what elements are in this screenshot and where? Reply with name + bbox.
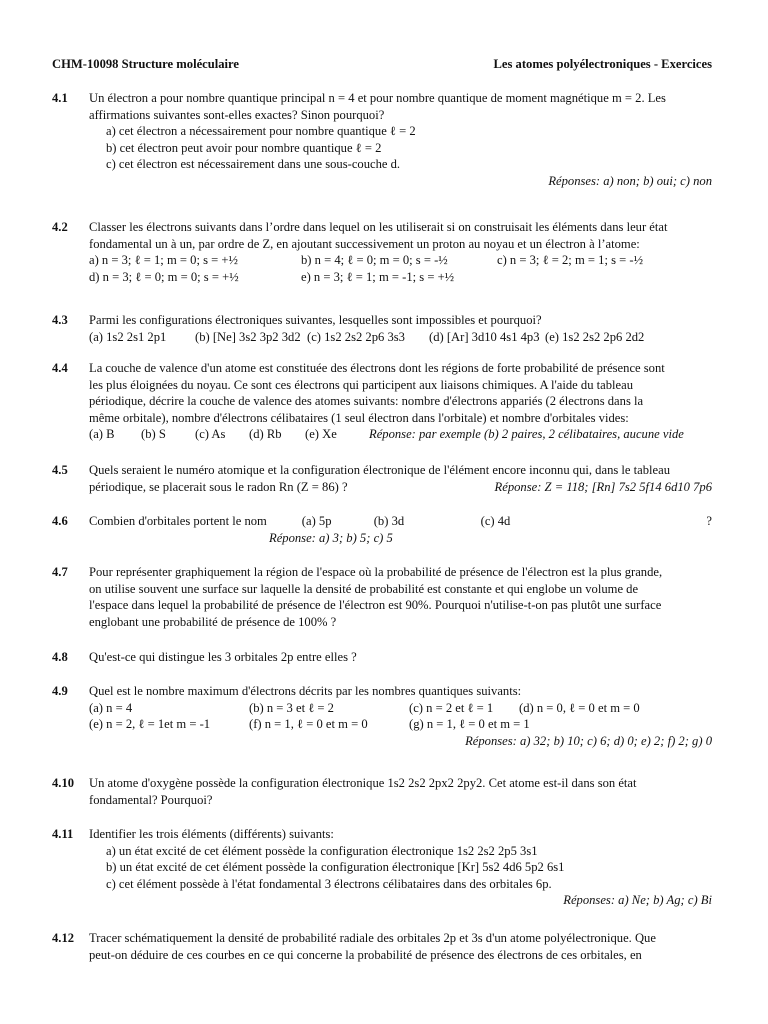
exercise-4-12: [52, 930, 712, 963]
exercise-4-3: [52, 312, 712, 345]
exercise-number: 4.9: [52, 684, 68, 698]
answer-text: Réponses: a) Ne; b) Ag; c) Bi: [563, 893, 712, 908]
exercise-text: Classer les électrons suivants dans l’ordre dans lequel on les utiliserait si on construisait les éléments dans leur état: [89, 220, 668, 234]
question-mark: ?: [706, 514, 712, 528]
atom-options: [89, 426, 712, 443]
exercise-number: 4.4: [52, 361, 68, 375]
exercise-text: on utilise souvent une surface sur laquelle la densité de probabilité est constante et qui englobe un volume de: [89, 581, 639, 596]
quantum-option: (e) n = 2, ℓ = 1et m = -1: [89, 717, 211, 732]
exercise-text: Combien d'orbitales portent le nom: [89, 514, 267, 528]
exercise-text: fondamental? Pourquoi?: [89, 792, 213, 807]
exercise-text: l'espace dans lequel la probabilité de présence de l'électron est 90%. Pourquoi n'utilise-t-on pas plutôt une surface: [89, 598, 662, 613]
exercise-number: 4.8: [52, 650, 68, 664]
exercise-number: 4.12: [52, 931, 75, 945]
quantum-option: (d) n = 0, ℓ = 0 et m = 0: [519, 700, 640, 715]
course-title: CHM-10098 Structure moléculaire: [52, 57, 239, 71]
electron-row: [89, 252, 712, 269]
electron-option: e) n = 3; ℓ = 1; m = -1; s = +½: [301, 269, 455, 284]
exercise-number: 4.6: [52, 514, 68, 528]
exercise-number: 4.10: [52, 776, 75, 790]
exercise-item: b) un état excité de cet élément possède la configuration électronique [Kr] 5s2 4d6 5p2 6s1: [106, 860, 565, 875]
answer-text: Réponse: a) 3; b) 5; c) 5: [269, 530, 393, 545]
exercise-text: Identifier les trois éléments (différents) suivants:: [89, 827, 334, 841]
quantum-option: (g) n = 1, ℓ = 0 et m = 1: [409, 717, 530, 732]
quantum-option: (f) n = 1, ℓ = 0 et m = 0: [249, 717, 368, 732]
exercise-text: les plus éloignées du noyau. Ce sont ces électrons qui participent aux liaisons chimiques. A l'aide du tableau: [89, 377, 634, 392]
exercise-item: c) cet élément possède à l'état fondamental 3 électrons célibataires dans des orbitales 6p.: [106, 876, 552, 891]
exercise-4-6: [52, 513, 712, 546]
quantum-option: (b) n = 3 et ℓ = 2: [249, 700, 334, 715]
exercise-text: Un électron a pour nombre quantique principal n = 4 et pour nombre quantique de moment magnétique m = 2. Les: [89, 91, 666, 105]
exercise-text: peut-on déduire de ces courbes en ce qui concerne la probabilité de présence des électrons de ces orbitales, en: [89, 947, 642, 962]
exercise-text: fondamental un à un, par ordre de Z, en ajoutant successivement un proton au noyau et un électron à l’atome:: [89, 236, 640, 251]
electron-option: d) n = 3; ℓ = 0; m = 0; s = +½: [89, 269, 239, 284]
exercise-item: a) cet électron a nécessairement pour nombre quantique ℓ = 2: [106, 124, 416, 139]
exercise-text: Tracer schématiquement la densité de probabilité radiale des orbitales 2p et 3s d'un atome polyélectronique. Que: [89, 931, 656, 945]
electron-row: [89, 269, 712, 286]
exercise-4-5: [52, 462, 712, 495]
electron-option: a) n = 3; ℓ = 1; m = 0; s = +½: [89, 253, 238, 268]
quantum-option: (a) n = 4: [89, 700, 133, 715]
exercise-text: Un atome d'oxygène possède la configuration électronique 1s2 2s2 2px2 2py2. Cet atome est-il dans son état: [89, 776, 637, 790]
electron-option: c) n = 3; ℓ = 2; m = 1; s = -½: [497, 253, 644, 268]
exercise-number: 4.1: [52, 91, 68, 105]
orbital-options: [89, 513, 712, 530]
exercise-4-2: [52, 219, 712, 285]
configuration-option: (b) [Ne] 3s2 3p2 3d2: [195, 329, 301, 344]
exercise-text: périodique, se placerait sous le radon Rn (Z = 86) ?: [89, 479, 348, 494]
page-header: [52, 56, 712, 73]
quantum-row: [89, 716, 712, 733]
exercise-4-8: [52, 649, 712, 666]
exercise-4-4: [52, 360, 712, 443]
exercise-4-7: [52, 564, 712, 630]
exercise-item: a) un état excité de cet élément possède la configuration électronique 1s2 2s2 2p5 3s1: [106, 843, 538, 858]
configuration-options: [89, 329, 712, 346]
electron-option: b) n = 4; ℓ = 0; m = 0; s = -½: [301, 253, 448, 268]
orbital-option: (c) 4d: [480, 514, 511, 528]
quantum-row: [89, 700, 712, 717]
exercise-text: même orbitale), nombre d'électrons célibataires (1 seul électron dans l'orbitale) et nombre d'orbitales vides:: [89, 410, 629, 425]
answer-text: Réponse: par exemple (b) 2 paires, 2 célibataires, aucune vide: [369, 427, 684, 442]
exercise-4-9: [52, 683, 712, 749]
atom-option: (b) S: [141, 427, 166, 442]
configuration-option: (e) 1s2 2s2 2p6 2d2: [545, 329, 645, 344]
exercise-number: 4.5: [52, 463, 68, 477]
answer-text: Réponses: a) 32; b) 10; c) 6; d) 0; e) 2; f) 2; g) 0: [465, 733, 712, 748]
exercise-text: périodique, décrire la couche de valence des atomes suivants: nombre d'électrons appariés (2 électrons dans la: [89, 394, 644, 409]
exercise-number: 4.3: [52, 313, 68, 327]
exercise-text: englobant une probabilité de présence de 100% ?: [89, 614, 337, 629]
exercise-4-1: [52, 90, 712, 190]
exercise-number: 4.11: [52, 827, 74, 841]
exercise-number: 4.7: [52, 565, 68, 579]
atom-option: (d) Rb: [249, 427, 282, 442]
exercise-item: b) cet électron peut avoir pour nombre quantique ℓ = 2: [106, 140, 382, 155]
answer-text: Réponses: a) non; b) oui; c) non: [548, 173, 712, 188]
exercise-text: Pour représenter graphiquement la région de l'espace où la probabilité de présence de l'électron est la plus grande,: [89, 565, 663, 579]
exercise-text: Quel est le nombre maximum d'électrons décrits par les nombres quantiques suivants:: [89, 684, 522, 698]
atom-option: (c) As: [195, 427, 226, 442]
exercise-text: Parmi les configurations électroniques suivantes, lesquelles sont impossibles et pourquoi?: [89, 313, 542, 327]
configuration-option: (a) 1s2 2s1 2p1: [89, 329, 167, 344]
configuration-option: (c) 1s2 2s2 2p6 3s3: [307, 329, 405, 344]
exercise-number: 4.2: [52, 220, 68, 234]
exercise-4-10: [52, 775, 712, 808]
atom-option: (a) B: [89, 427, 115, 442]
orbital-option: (a) 5p: [301, 514, 332, 528]
atom-option: (e) Xe: [305, 427, 337, 442]
exercise-text: Quels seraient le numéro atomique et la configuration électronique de l'élément encore inconnu qui, dans le tableau: [89, 463, 671, 477]
exercise-item: c) cet électron est nécessairement dans une sous-couche d.: [106, 157, 401, 172]
configuration-option: (d) [Ar] 3d10 4s1 4p3: [429, 329, 540, 344]
exercise-text: affirmations suivantes sont-elles exactes? Sinon pourquoi?: [89, 107, 385, 122]
quantum-option: (c) n = 2 et ℓ = 1: [409, 700, 494, 715]
exercise-text: Qu'est-ce qui distingue les 3 orbitales 2p entre elles ?: [89, 650, 357, 664]
exercise-line: [89, 479, 712, 496]
document-title: Les atomes polyélectroniques - Exercices: [493, 57, 712, 71]
orbital-option: (b) 3d: [373, 514, 405, 528]
exercise-text: La couche de valence d'un atome est constituée des électrons dont les régions de forte probabilité de présence sont: [89, 361, 665, 375]
exercise-4-11: [52, 826, 712, 909]
answer-text: Réponse: Z = 118; [Rn] 7s2 5f14 6d10 7p6: [494, 479, 712, 494]
